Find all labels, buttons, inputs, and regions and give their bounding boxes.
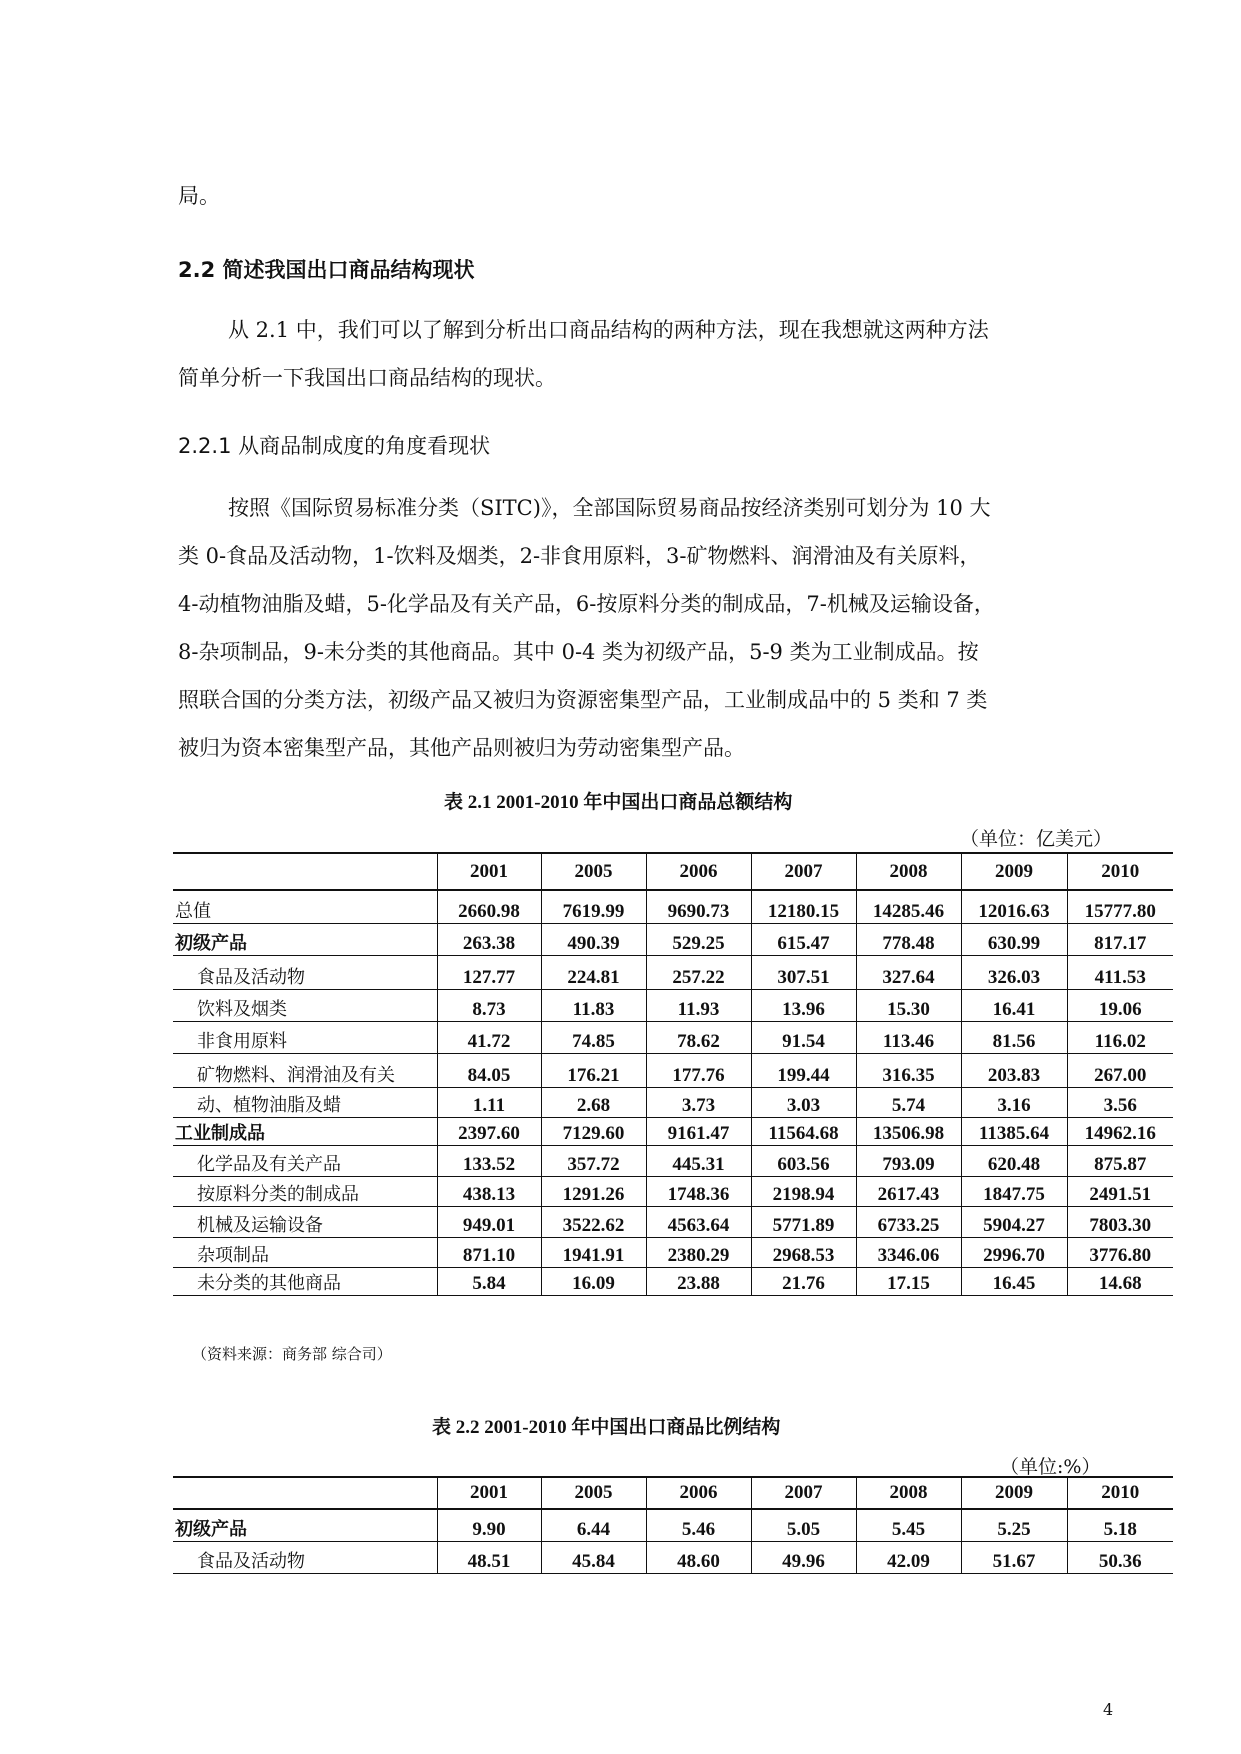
- table-row: [173, 1267, 1173, 1295]
- row-label-cell: 机械及运输设备: [173, 1206, 437, 1237]
- value-cell: 42.09: [856, 1541, 961, 1573]
- table-row: [173, 1206, 1173, 1237]
- value-cell: 1847.75: [961, 1176, 1067, 1206]
- table-row: [173, 955, 1173, 989]
- row-label-cell: 食品及活动物: [173, 1541, 437, 1573]
- value-cell: 9.90: [437, 1509, 541, 1541]
- value-cell: 3346.06: [856, 1237, 961, 1267]
- paragraph-fragment: 局。: [178, 184, 220, 208]
- value-cell: 50.36: [1067, 1541, 1173, 1573]
- value-cell: 133.52: [437, 1145, 541, 1176]
- value-cell: 3.16: [961, 1087, 1067, 1117]
- value-cell: 949.01: [437, 1206, 541, 1237]
- value-cell: 615.47: [751, 923, 856, 955]
- value-cell: 177.76: [646, 1053, 751, 1087]
- body-line-6: 被归为资本密集型产品，其他产品则被归为劳动密集型产品。: [178, 736, 745, 760]
- value-cell: 48.51: [437, 1541, 541, 1573]
- body-line-3: 4-动植物油脂及蜡，5-化学品及有关产品，6-按原料分类的制成品，7-机械及运输设备，: [178, 592, 995, 616]
- value-cell: 12180.15: [751, 890, 856, 923]
- value-cell: 1291.26: [541, 1176, 646, 1206]
- value-cell: 6733.25: [856, 1206, 961, 1237]
- value-cell: 5.25: [961, 1509, 1067, 1541]
- value-cell: 4563.64: [646, 1206, 751, 1237]
- subsection-heading: 2.2.1 从商品制成度的角度看现状: [178, 434, 491, 458]
- value-cell: 45.84: [541, 1541, 646, 1573]
- value-cell: 2996.70: [961, 1237, 1067, 1267]
- table-row: [173, 1541, 1173, 1573]
- table-row: [173, 890, 1173, 923]
- value-cell: 17.15: [856, 1267, 961, 1295]
- value-cell: 11385.64: [961, 1117, 1067, 1145]
- value-cell: 51.67: [961, 1541, 1067, 1573]
- value-cell: 11.93: [646, 989, 751, 1021]
- intro-line-2: 简单分析一下我国出口商品结构的现状。: [178, 366, 556, 390]
- value-cell: 257.22: [646, 955, 751, 989]
- table-row: [173, 1117, 1173, 1145]
- body-line-1: 按照《国际贸易标准分类（SITC)》，全部国际贸易商品按经济类别可划分为 10 大: [228, 496, 991, 520]
- value-cell: 3.73: [646, 1087, 751, 1117]
- value-cell: 778.48: [856, 923, 961, 955]
- value-cell: 15.30: [856, 989, 961, 1021]
- value-cell: 793.09: [856, 1145, 961, 1176]
- header-year-cell: 2009: [961, 854, 1067, 890]
- table2-unit: （单位:%）: [1000, 1456, 1101, 1478]
- value-cell: 620.48: [961, 1145, 1067, 1176]
- row-label-cell: 食品及活动物: [173, 955, 437, 989]
- header-year-cell: 2008: [856, 1478, 961, 1509]
- header-year-cell: 2005: [541, 1478, 646, 1509]
- table-row: [173, 989, 1173, 1021]
- header-year-cell: 2007: [751, 854, 856, 890]
- row-label-cell: 杂项制品: [173, 1237, 437, 1267]
- value-cell: 3522.62: [541, 1206, 646, 1237]
- table-row: [173, 1145, 1173, 1176]
- value-cell: 5.05: [751, 1509, 856, 1541]
- header-year-cell: 2005: [541, 854, 646, 890]
- value-cell: 203.83: [961, 1053, 1067, 1087]
- value-cell: 49.96: [751, 1541, 856, 1573]
- value-cell: 84.05: [437, 1053, 541, 1087]
- header-year-cell: 2009: [961, 1478, 1067, 1509]
- table-header-row: [173, 854, 1173, 890]
- value-cell: 9161.47: [646, 1117, 751, 1145]
- table-row: [173, 1237, 1173, 1267]
- row-label-cell: 未分类的其他商品: [173, 1267, 437, 1295]
- table-row: [173, 1087, 1173, 1117]
- value-cell: 490.39: [541, 923, 646, 955]
- value-cell: 307.51: [751, 955, 856, 989]
- value-cell: 871.10: [437, 1237, 541, 1267]
- row-label-cell: 饮料及烟类: [173, 989, 437, 1021]
- value-cell: 2198.94: [751, 1176, 856, 1206]
- intro-line-1: 从 2.1 中，我们可以了解到分析出口商品结构的两种方法，现在我想就这两种方法: [228, 318, 989, 342]
- table-row: [173, 1021, 1173, 1053]
- table1-source: （资料来源：商务部 综合司）: [192, 1345, 392, 1363]
- row-label-cell: 化学品及有关产品: [173, 1145, 437, 1176]
- table1-unit: （单位：亿美元）: [960, 828, 1113, 850]
- value-cell: 113.46: [856, 1021, 961, 1053]
- header-year-cell: 2010: [1067, 1478, 1173, 1509]
- header-year-cell: 2006: [646, 1478, 751, 1509]
- row-label-cell: 初级产品: [173, 923, 437, 955]
- body-line-2: 类 0-食品及活动物，1-饮料及烟类，2-非食用原料，3-矿物燃料、润滑油及有关原料，: [178, 544, 981, 568]
- table1: [173, 854, 1173, 1296]
- value-cell: 12016.63: [961, 890, 1067, 923]
- header-year-cell: 2008: [856, 854, 961, 890]
- body-line-5: 照联合国的分类方法，初级产品又被归为资源密集型产品，工业制成品中的 5 类和 7 类: [178, 688, 988, 712]
- table-row: [173, 923, 1173, 955]
- value-cell: 316.35: [856, 1053, 961, 1087]
- table-header-row: [173, 1478, 1173, 1509]
- value-cell: 8.73: [437, 989, 541, 1021]
- value-cell: 326.03: [961, 955, 1067, 989]
- value-cell: 3.56: [1067, 1087, 1173, 1117]
- header-year-cell: 2001: [437, 854, 541, 890]
- table2: [173, 1478, 1173, 1574]
- value-cell: 5771.89: [751, 1206, 856, 1237]
- row-label-cell: 动、植物油脂及蜡: [173, 1087, 437, 1117]
- value-cell: 603.56: [751, 1145, 856, 1176]
- value-cell: 1.11: [437, 1087, 541, 1117]
- value-cell: 91.54: [751, 1021, 856, 1053]
- value-cell: 2491.51: [1067, 1176, 1173, 1206]
- value-cell: 176.21: [541, 1053, 646, 1087]
- table-row: [173, 1176, 1173, 1206]
- page-number: 4: [1103, 1700, 1114, 1719]
- value-cell: 5904.27: [961, 1206, 1067, 1237]
- value-cell: 127.77: [437, 955, 541, 989]
- value-cell: 199.44: [751, 1053, 856, 1087]
- value-cell: 16.45: [961, 1267, 1067, 1295]
- value-cell: 5.46: [646, 1509, 751, 1541]
- value-cell: 19.06: [1067, 989, 1173, 1021]
- value-cell: 48.60: [646, 1541, 751, 1573]
- value-cell: 357.72: [541, 1145, 646, 1176]
- row-label-cell: 总值: [173, 890, 437, 923]
- value-cell: 16.41: [961, 989, 1067, 1021]
- value-cell: 411.53: [1067, 955, 1173, 989]
- value-cell: 14285.46: [856, 890, 961, 923]
- value-cell: 16.09: [541, 1267, 646, 1295]
- value-cell: 5.45: [856, 1509, 961, 1541]
- value-cell: 445.31: [646, 1145, 751, 1176]
- value-cell: 267.00: [1067, 1053, 1173, 1087]
- value-cell: 1941.91: [541, 1237, 646, 1267]
- value-cell: 3.03: [751, 1087, 856, 1117]
- value-cell: 11564.68: [751, 1117, 856, 1145]
- value-cell: 5.74: [856, 1087, 961, 1117]
- header-year-cell: 2001: [437, 1478, 541, 1509]
- value-cell: 6.44: [541, 1509, 646, 1541]
- value-cell: 875.87: [1067, 1145, 1173, 1176]
- value-cell: 630.99: [961, 923, 1067, 955]
- value-cell: 7803.30: [1067, 1206, 1173, 1237]
- value-cell: 21.76: [751, 1267, 856, 1295]
- value-cell: 7619.99: [541, 890, 646, 923]
- value-cell: 41.72: [437, 1021, 541, 1053]
- value-cell: 2397.60: [437, 1117, 541, 1145]
- value-cell: 116.02: [1067, 1021, 1173, 1053]
- row-label-cell: 按原料分类的制成品: [173, 1176, 437, 1206]
- row-label-cell: 矿物燃料、润滑油及有关: [173, 1053, 437, 1087]
- table2-caption: 表 2.2 2001-2010 年中国出口商品比例结构: [432, 1417, 781, 1438]
- value-cell: 5.18: [1067, 1509, 1173, 1541]
- value-cell: 81.56: [961, 1021, 1067, 1053]
- row-label-cell: 工业制成品: [173, 1117, 437, 1145]
- value-cell: 2660.98: [437, 890, 541, 923]
- value-cell: 74.85: [541, 1021, 646, 1053]
- value-cell: 15777.80: [1067, 890, 1173, 923]
- table1-caption: 表 2.1 2001-2010 年中国出口商品总额结构: [444, 792, 793, 813]
- value-cell: 2968.53: [751, 1237, 856, 1267]
- value-cell: 11.83: [541, 989, 646, 1021]
- value-cell: 327.64: [856, 955, 961, 989]
- row-label-cell: 初级产品: [173, 1509, 437, 1541]
- value-cell: 23.88: [646, 1267, 751, 1295]
- value-cell: 2617.43: [856, 1176, 961, 1206]
- body-line-4: 8-杂项制品，9-未分类的其他商品。其中 0-4 类为初级产品，5-9 类为工业制成品。按: [178, 640, 979, 664]
- header-year-cell: 2010: [1067, 854, 1173, 890]
- value-cell: 5.84: [437, 1267, 541, 1295]
- value-cell: 438.13: [437, 1176, 541, 1206]
- value-cell: 13506.98: [856, 1117, 961, 1145]
- row-label-cell: 非食用原料: [173, 1021, 437, 1053]
- header-corner-cell: [173, 1478, 437, 1509]
- value-cell: 263.38: [437, 923, 541, 955]
- header-corner-cell: [173, 854, 437, 890]
- value-cell: 78.62: [646, 1021, 751, 1053]
- section-heading: 2.2 简述我国出口商品结构现状: [178, 258, 475, 282]
- value-cell: 224.81: [541, 955, 646, 989]
- table-row: [173, 1053, 1173, 1087]
- value-cell: 1748.36: [646, 1176, 751, 1206]
- header-year-cell: 2006: [646, 854, 751, 890]
- value-cell: 7129.60: [541, 1117, 646, 1145]
- value-cell: 13.96: [751, 989, 856, 1021]
- value-cell: 9690.73: [646, 890, 751, 923]
- value-cell: 14962.16: [1067, 1117, 1173, 1145]
- value-cell: 2380.29: [646, 1237, 751, 1267]
- value-cell: 529.25: [646, 923, 751, 955]
- header-year-cell: 2007: [751, 1478, 856, 1509]
- value-cell: 3776.80: [1067, 1237, 1173, 1267]
- value-cell: 14.68: [1067, 1267, 1173, 1295]
- table-row: [173, 1509, 1173, 1541]
- value-cell: 2.68: [541, 1087, 646, 1117]
- value-cell: 817.17: [1067, 923, 1173, 955]
